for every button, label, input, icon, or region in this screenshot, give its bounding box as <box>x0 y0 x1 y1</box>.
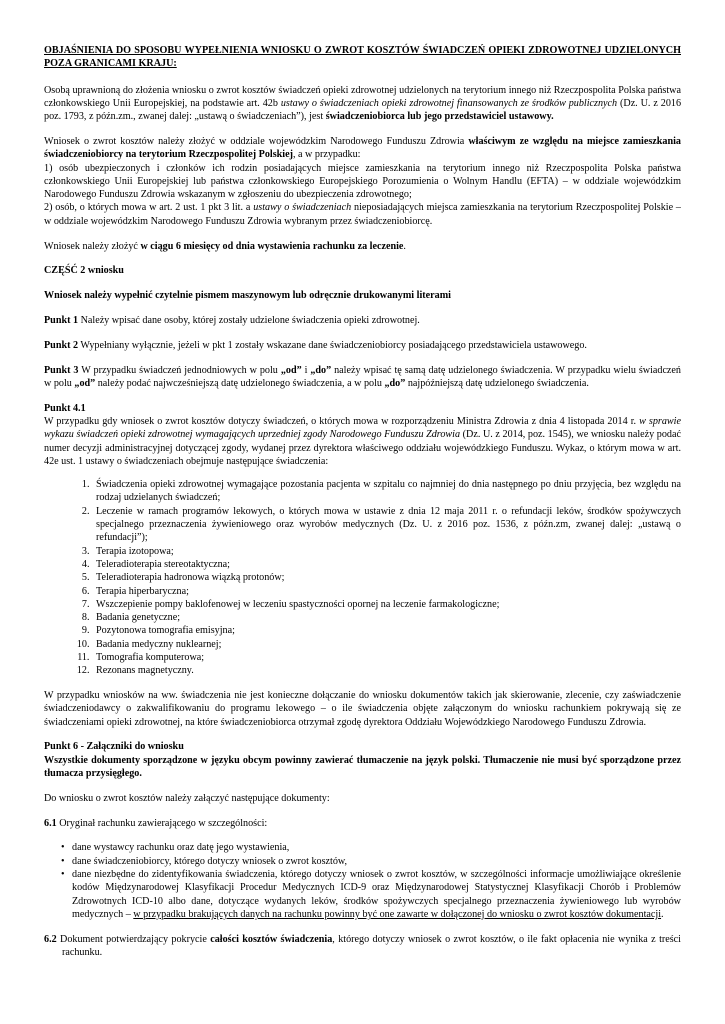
list-item: 8. Badania genetyczne; <box>92 611 681 624</box>
list-item: 7. Wszczepienie pompy baklofenowej w leczeniu spastyczności opornej na leczenie farmakologiczne; <box>92 598 681 611</box>
list-item: 6. Terapia hiperbaryczna; <box>92 585 681 598</box>
no-attachments-paragraph: W przypadku wniosków na ww. świadczenia nie jest konieczne dołączanie do wniosku dokumentów takich jak skierowanie, zlecenie, czy zaświadczenie świadczeniodawcy o zakwalifikowaniu do programu lekowego – o ile świadczenia objęte załączonym do wniosku rachunkiem pokrywają się ze świadczeniami opieki zdrowotnej, na które świadczeniobiorca otrzymał zgodę dyrektora Oddziału Wojewódzkiego Narodowego Funduszu Zdrowia. <box>44 690 681 728</box>
list-item: 1. Świadczenia opieki zdrowotnej wymagające pozostania pacjenta w szpitalu co najmniej do dnia następnego po dniu przyjęcia, bez względu na rodzaj udzielanych świadczeń; <box>92 478 681 505</box>
point-6-label: Punkt 6 - Załączniki do wniosku <box>44 741 184 753</box>
list-item: • dane niezbędne do zidentyfikowania świadczenia, którego dotyczy wniosek o zwrot kosztów, w szczególności informacje umożliwiające określenie kodów Międzynarodowej Klasyfikacji Procedur Medycznych ICD-9 oraz Międzynarodowej Statystycznej Klasyfikacji Chorób i Problemów Zdrowotnych ICD-10 albo dane, dotyczące wydanych leków, środków spożywczych specjalnego przeznaczenia żywieniowego lub wyrobów medycznych – w przypadku brakujących danych na rachunku powinny być one zawarte w dołączonej do wniosku o zwrot kosztów dokumentacji. <box>63 868 681 921</box>
point-1: Punkt 1 Należy wpisać dane osoby, której zostały udzielone świadczenia opieki zdrowotnej. <box>44 314 420 326</box>
where-paragraph: Wniosek o zwrot kosztów należy złożyć w oddziale wojewódzkim Narodowego Funduszu Zdrowia właściwym ze względu na miejsce zamieszkania świadczeniobiorcy na terytorium Rzeczpospolitej Polskiej, a w przypadku: <box>44 135 681 161</box>
point-6-text: Wszystkie dokumenty sporządzone w języku obcym powinny zawierać tłumaczenie na język polski. Tłumaczenie nie musi być sporządzone przez tłumacza przysięgłego. <box>44 754 681 780</box>
where-case-1: 1) osób ubezpieczonych i członków ich rodzin posiadających miejsce zamieszkania na terytorium innego niż Rzeczpospolita Polska państwa członkowskiego Unii Europejskiej lub państwa członkowskiego Europejskiego Porozumienia o Wolnym Handlu (EFTA) – w oddziale wojewódzkim Narodowego Funduszu Zdrowia wskazanym w zgłoszeniu do ubezpieczenia zdrowotnego; <box>44 162 681 201</box>
document-title: OBJAŚNIENIA DO SPOSOBU WYPEŁNIENIA WNIOSKU O ZWROT KOSZTÓW ŚWIADCZEŃ OPIEKI ZDROWOTNEJ UDZIELONYCH POZA GRANICAMI KRAJU: <box>44 45 681 70</box>
list-item: 4. Teleradioterapia stereotaktyczna; <box>92 558 681 571</box>
list-item: 10. Badania medyczny nuklearnej; <box>92 638 681 651</box>
list-item: • dane świadczeniobiorcy, którego dotyczy wniosek o zwrot kosztów, <box>63 855 681 868</box>
point-4-1-label: Punkt 4.1 <box>44 402 86 414</box>
where-case-2: 2) osób, o których mowa w art. 2 ust. 1 pkt 3 lit. a ustawy o świadczeniach nieposiadających miejsca zamieszkania na terytorium Rzeczpospolitej Polskie – w oddziale wojewódzkim Narodowego Funduszu Zdrowia wybranym przez świadczeniobiorcę. <box>44 202 681 227</box>
point-2: Punkt 2 Wypełniany wyłącznie, jeżeli w pkt 1 zostały wskazane dane świadczeniobiorcy posiadającego przedstawiciela ustawowego. <box>44 339 587 351</box>
list-item: 2. Leczenie w ramach programów lekowych, o których mowa w ustawie z dnia 12 maja 2011 r. o refundacji leków, środków spożywczych specjalnego przeznaczenia żywieniowego oraz wyrobów medycznych (Dz. U. z 2016 poz. 1536, z późn.zm, zwanej dalej: „ustawą o refundacji”); <box>92 505 681 545</box>
part2-heading: CZĘŚĆ 2 wniosku <box>44 265 124 277</box>
intro-paragraph: Osobą uprawnioną do złożenia wniosku o zwrot kosztów świadczeń opieki zdrowotnej udzielonych na terytorium innego niż Rzeczpospolita Polska państwa członkowskiego Unii Europejskiej, na podstawie art. 42b ustawy o świadczeniach opieki zdrowotnej finansowanych ze środków publicznych (Dz. U. z 2016 poz. 1793, z późn.zm., zwanej dalej: „ustawą o świadczeniach”), jest świadczeniobiorca lub jego przedstawiciel ustawowy. <box>44 84 682 123</box>
invoice-requirements-list <box>44 841 681 921</box>
fill-instruction: Wniosek należy wypełnić czytelnie pismem maszynowym lub odręcznie drukowanymi literami <box>44 290 451 302</box>
list-item: 12. Rezonans magnetyczny. <box>92 664 681 677</box>
section-6-2: 6.2 Dokument potwierdzający pokrycie całości kosztów świadczenia, którego dotyczy wniosek o zwrot kosztów, o ile fakt opłacenia nie wynika z treści rachunku. <box>44 933 681 959</box>
services-list <box>44 478 681 677</box>
list-item: • dane wystawcy rachunku oraz datę jego wystawienia, <box>63 841 681 854</box>
deadline-paragraph: Wniosek należy złożyć w ciągu 6 miesięcy od dnia wystawienia rachunku za leczenie. <box>44 240 406 252</box>
attachments-intro: Do wniosku o zwrot kosztów należy załączyć następujące dokumenty: <box>44 792 330 804</box>
section-6-1: 6.1 Oryginał rachunku zawierającego w szczególności: <box>44 817 268 829</box>
list-item: 11. Tomografia komputerowa; <box>92 651 681 664</box>
point-4-1-text: W przypadku gdy wniosek o zwrot kosztów dotyczy świadczeń, o których mowa w rozporządzeniu Ministra Zdrowia z dnia 4 listopada 2014 r. w sprawie wykazu świadczeń opieki zdrowotnej wymagających uprzedniej zgody Narodowego Funduszu Zdrowia (Dz. U. z 2014, poz. 1545), we wniosku należy podać numer decyzji administracyjnej dotyczącej zgody, wydanej przez dyrektora właściwego oddziału wojewódzkiego Funduszu. Wykaz, o którym mowa w art. 42e ust. 1 ustawy o świadczeniach obejmuje następujące świadczenia: <box>44 415 681 467</box>
list-item: 5. Teleradioterapia hadronowa wiązką protonów; <box>92 571 681 584</box>
list-item: 9. Pozytonowa tomografia emisyjna; <box>92 624 681 637</box>
list-item: 3. Terapia izotopowa; <box>92 545 681 558</box>
point-3: Punkt 3 W przypadku świadczeń jednodniowych w polu „od” i „do” należy wpisać tę samą datę udzielonego świadczenia. W przypadku wielu świadczeń w polu „od” należy podać najwcześniejszą datę udzielonego świadczenia, a w polu „do” najpóźniejszą datę udzielonego świadczenia. <box>44 364 681 389</box>
